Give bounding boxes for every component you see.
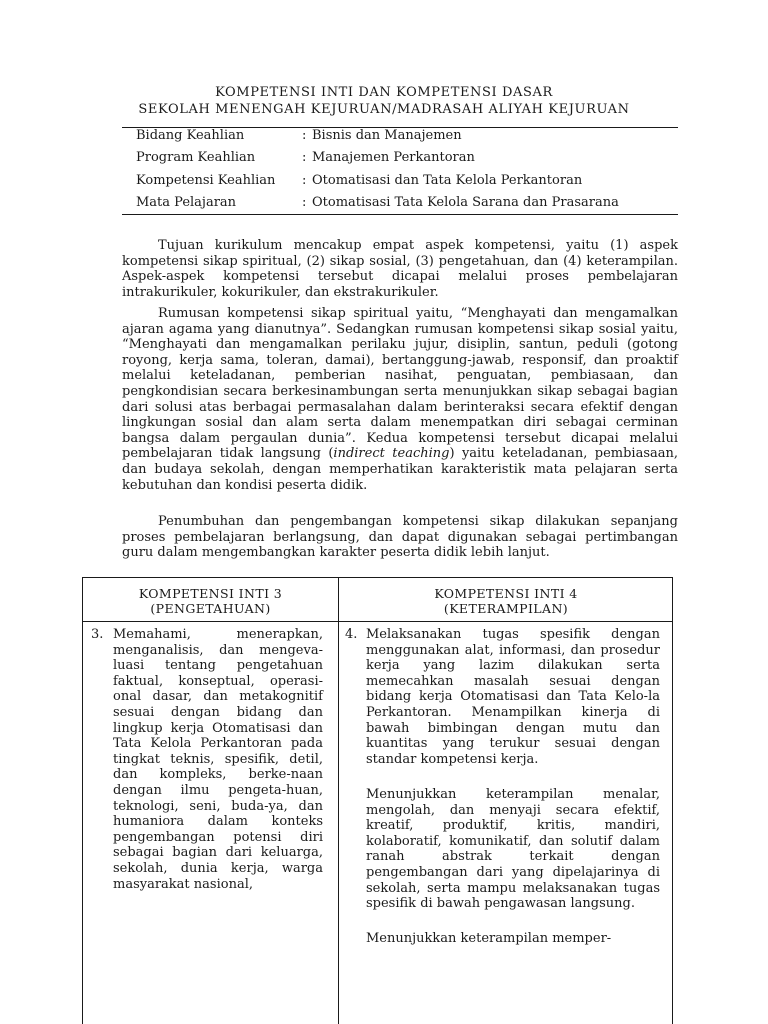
paragraph-penumbuhan: Penumbuhan dan pengembangan kompetensi sikap dilakukan sepanjang proses pembelajaran berlangsung, dan dapat digunakan sebagai pertimbangan guru dalam mengembangkan karakter peserta didik lebih lanjut. <box>122 514 678 561</box>
paragraph-rumusan <box>122 306 678 493</box>
paragraph-rumusan-text-1: Rumusan kompetensi sikap spiritual yaitu, “Menghayati dan mengamalkan ajaran agama yang dianutnya”. Sedangkan rumusan kompetensi sikap sosial yaitu, “Menghayati dan mengamalkan perilaku jujur, disiplin, santun, peduli (gotong royong, kerja sama, toleran, damai), bertanggung-jawab, responsif, dan proaktif melalui keteladanan, pemberian nasihat, penguatan, pembiasaan, dan pengkondisian secara berkesinambungan serta menunjukkan sikap sebagai bagian dari solusi atas berbagai permasalahan dalam berinteraksi secara efektif dengan lingkungan sosial dan alam serta dalam menempatkan diri sebagai cerminan bangsa dalam pergaulan dunia”. Kedua kompetensi tersebut dicapai melalui pembelajaran tidak langsung ( <box>122 306 678 462</box>
ki4-text-2: Menunjukkan keterampilan menalar, mengolah, dan menyaji secara efektif, kreatif, produktif, kritis, mandiri, kolaboratif, komunikatif, dan solutif dalam ranah abstrak terkait dengan pengembangan dari yang dipelajarinya di sekolah, serta mampu melaksanakan tugas spesifik di bawah pengawasan langsung. <box>366 787 660 912</box>
meta-value: Bisnis dan Manajemen <box>312 128 462 143</box>
ki4-text-3: Menunjukkan keterampilan memper- <box>366 931 612 946</box>
meta-colon: : <box>302 173 307 188</box>
paragraph-tujuan: Tujuan kurikulum mencakup empat aspek kompetensi, yaitu (1) aspek kompetensi sikap spiritual, (2) sikap sosial, (3) pengetahuan, dan (4) keterampilan. Aspek-aspek kompetensi tersebut dicapai melalui proses pembelajaran intrakurikuler, kokurikuler, dan ekstrakurikuler. <box>122 238 678 300</box>
meta-label: Mata Pelajaran <box>136 195 237 210</box>
table-header-ki3 <box>83 586 338 616</box>
table-column-divider <box>338 578 339 1024</box>
kompetensi-table <box>82 577 673 1024</box>
bottom-divider <box>122 214 678 215</box>
meta-label: Kompetensi Keahlian <box>136 173 276 188</box>
ki3-header-subtitle: (PENGETAHUAN) <box>150 601 271 616</box>
ki4-text-1: Melaksanakan tugas spesifik dengan menggunakan alat, informasi, dan prosedur kerja yang lazim dilakukan serta memecahkan masalah sesuai dengan bidang kerja Otomatisasi dan Tata Kelo-la Perkantoran. Menampilkan kinerja di bawah bimbingan dengan mutu dan kuantitas yang terukur sesuai dengan standar kompetensi kerja. <box>366 627 660 767</box>
table-header-divider <box>83 621 672 622</box>
ki3-header-title: KOMPETENSI INTI 3 <box>138 586 283 601</box>
meta-row-program <box>136 149 475 167</box>
meta-colon: : <box>302 128 307 143</box>
table-header-ki4 <box>339 586 673 616</box>
paragraph-rumusan-text-2: ) yaitu keteladanan, pembiasaan, dan budaya sekolah, dengan memperhatikan karakteristik mata pelajaran serta kebutuhan dan kondisi peserta didik. <box>122 446 679 493</box>
document-title-line2: SEKOLAH MENENGAH KEJURUAN/MADRASAH ALIYAH KEJURUAN <box>138 102 630 117</box>
meta-colon: : <box>302 150 307 165</box>
meta-value: Otomatisasi dan Tata Kelola Perkantoran <box>312 173 583 188</box>
meta-label: Bidang Keahlian <box>136 128 245 143</box>
paragraph-rumusan-italic: indirect teaching <box>333 446 450 462</box>
meta-colon: : <box>302 195 307 210</box>
meta-row-kompetensi <box>136 172 582 190</box>
meta-row-mapel <box>136 194 619 212</box>
ki4-number: 4. <box>345 627 358 642</box>
ki4-header-subtitle: (KETERAMPILAN) <box>443 601 569 616</box>
ki3-text: Memahami, menerapkan, menganalisis, dan mengeva-luasi tentang pengetahuan faktual, konseptual, operasi-onal dasar, dan metakognitif sesuai dengan bidang dan lingkup kerja Otomatisasi dan Tata Kelola Perkantoran pada tingkat teknis, spesifik, detil, dan kompleks, berke-naan dengan ilmu pengeta-huan, teknologi, seni, buda-ya, dan humaniora dalam konteks pengembangan potensi diri sebagai bagian dari keluarga, sekolah, dunia kerja, warga masyarakat nasional, <box>113 627 323 892</box>
ki4-header-title: KOMPETENSI INTI 4 <box>434 586 578 601</box>
meta-label: Program Keahlian <box>136 150 256 165</box>
meta-value: Manajemen Perkantoran <box>312 150 475 165</box>
meta-value: Otomatisasi Tata Kelola Sarana dan Prasarana <box>312 195 619 210</box>
meta-row-bidang <box>136 127 462 145</box>
document-title-line1: KOMPETENSI INTI DAN KOMPETENSI DASAR <box>215 85 553 100</box>
ki3-number: 3. <box>91 627 104 642</box>
